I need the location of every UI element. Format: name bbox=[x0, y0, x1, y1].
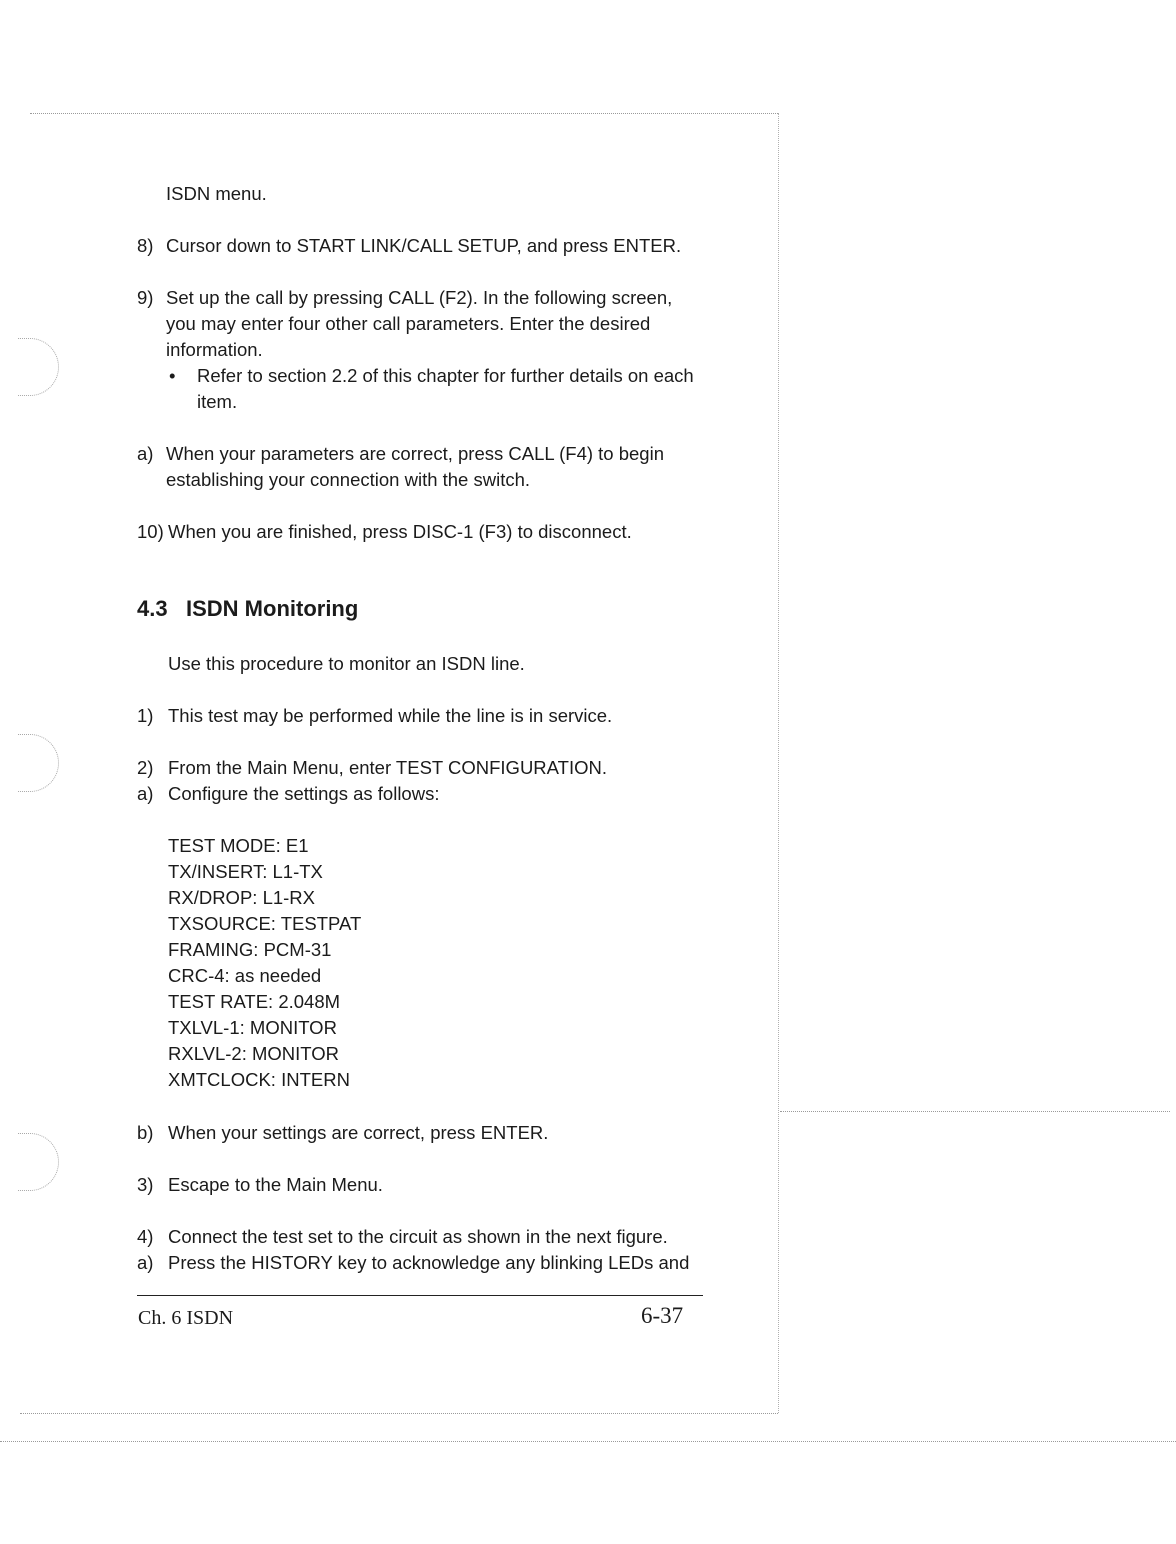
step-text: When your settings are correct, press ENTER. bbox=[168, 1122, 549, 1143]
step-number: 2) bbox=[137, 757, 154, 778]
step-number: 3) bbox=[137, 1174, 154, 1195]
step-number: b) bbox=[137, 1122, 154, 1143]
step-number: a) bbox=[137, 443, 154, 464]
page-number: 6-37 bbox=[641, 1303, 684, 1328]
setting-line: TEST RATE: 2.048M bbox=[168, 991, 341, 1012]
scan-edge-bottom bbox=[20, 1413, 778, 1414]
setting-line: XMTCLOCK: INTERN bbox=[168, 1069, 350, 1090]
footer-rule bbox=[137, 1295, 703, 1296]
setting-line: TEST MODE: E1 bbox=[168, 835, 309, 856]
step-number: 1) bbox=[137, 705, 154, 726]
setting-line: CRC-4: as needed bbox=[168, 965, 322, 986]
step-text: Press the HISTORY key to acknowledge any blinking LEDs and bbox=[168, 1252, 690, 1273]
scan-edge-mid bbox=[780, 1111, 1170, 1112]
step-number: 9) bbox=[137, 287, 154, 308]
step-text: Cursor down to START LINK/CALL SETUP, and press ENTER. bbox=[166, 235, 682, 256]
step-text: information. bbox=[166, 339, 263, 360]
step-text: This test may be performed while the line is in service. bbox=[168, 705, 613, 726]
footer-chapter: Ch. 6 ISDN bbox=[138, 1307, 234, 1329]
intro-text: Use this procedure to monitor an ISDN line. bbox=[168, 653, 525, 674]
scan-edge-bottom-2 bbox=[0, 1441, 1176, 1442]
bullet-icon: • bbox=[169, 365, 176, 386]
step-number: a) bbox=[137, 1252, 154, 1273]
setting-line: TX/INSERT: L1-TX bbox=[168, 861, 323, 882]
setting-line: TXSOURCE: TESTPAT bbox=[168, 913, 362, 934]
step-text: When your parameters are correct, press CALL (F4) to begin bbox=[166, 443, 664, 464]
setting-line: RX/DROP: L1-RX bbox=[168, 887, 316, 908]
step-text: establishing your connection with the switch. bbox=[166, 469, 531, 490]
step-number: 4) bbox=[137, 1226, 154, 1247]
step-text: Escape to the Main Menu. bbox=[168, 1174, 383, 1195]
binder-hole bbox=[18, 734, 59, 792]
step-text: Set up the call by pressing CALL (F2). In the following screen, bbox=[166, 287, 673, 308]
step-number: 10) bbox=[137, 521, 164, 542]
step-text: you may enter four other call parameters. Enter the desired bbox=[166, 313, 651, 334]
step-text: Connect the test set to the circuit as shown in the next figure. bbox=[168, 1226, 668, 1247]
setting-line: RXLVL-2: MONITOR bbox=[168, 1043, 339, 1064]
binder-hole bbox=[18, 338, 59, 396]
setting-line: FRAMING: PCM-31 bbox=[168, 939, 332, 960]
section-number: 4.3 bbox=[137, 596, 168, 621]
binder-hole bbox=[18, 1133, 59, 1191]
step-text: When you are finished, press DISC-1 (F3) to disconnect. bbox=[168, 521, 632, 542]
step-text: From the Main Menu, enter TEST CONFIGURATION. bbox=[168, 757, 607, 778]
step-text: Configure the settings as follows: bbox=[168, 783, 440, 804]
continued-text: ISDN menu. bbox=[166, 183, 267, 204]
step-number: a) bbox=[137, 783, 154, 804]
bullet-text: item. bbox=[197, 391, 238, 412]
setting-line: TXLVL-1: MONITOR bbox=[168, 1017, 337, 1038]
section-title: ISDN Monitoring bbox=[186, 596, 359, 621]
bullet-text: Refer to section 2.2 of this chapter for further details on each bbox=[197, 365, 694, 386]
scan-edge-right bbox=[778, 113, 779, 1413]
step-number: 8) bbox=[137, 235, 154, 256]
scan-edge-top bbox=[30, 113, 778, 114]
